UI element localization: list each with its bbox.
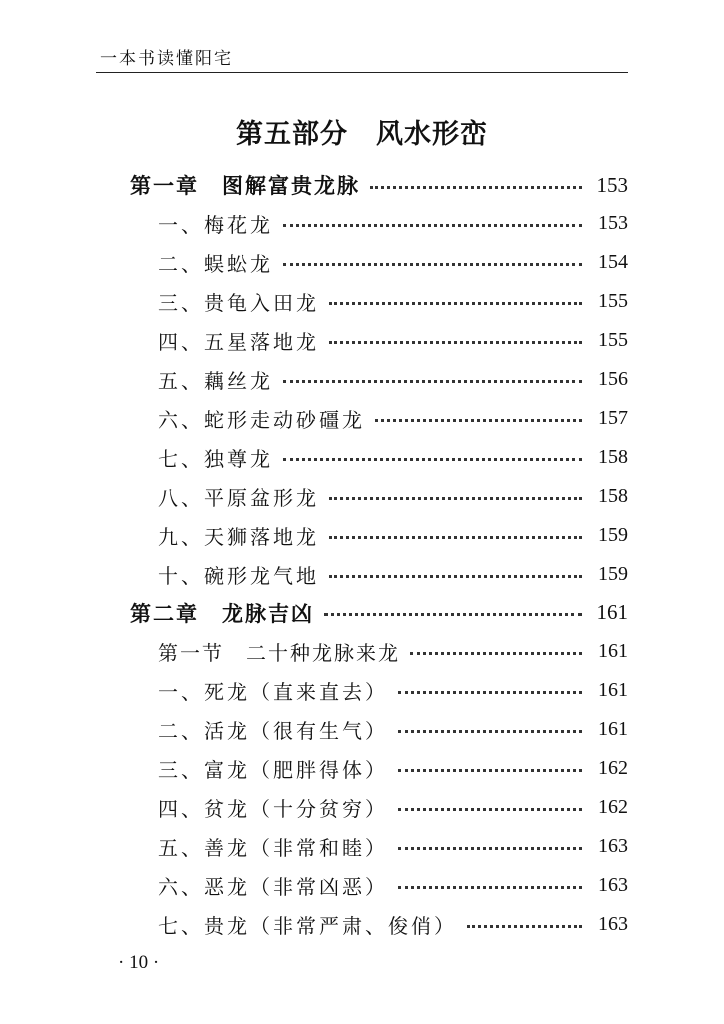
toc-entry: [158, 440, 628, 474]
toc-entry-page: 161: [596, 600, 628, 625]
toc-entry: [158, 401, 628, 435]
running-head: 一本书读懂阳宅: [100, 49, 233, 69]
dot-leader: [370, 186, 582, 189]
toc-entry: [158, 713, 628, 747]
toc-entry: [158, 907, 628, 941]
toc-entry-label: 第二章 龙脉吉凶: [130, 601, 314, 626]
dot-leader: [467, 925, 582, 928]
toc-entry-label: 二、蜈蚣龙: [158, 252, 273, 277]
toc-entry-label: 第一章 图解富贵龙脉: [130, 174, 360, 198]
toc-entry-label: 四、五星落地龙: [158, 330, 319, 355]
toc-entry: [158, 285, 628, 319]
toc-entry-page: 153: [598, 212, 628, 235]
toc-entry-label: 七、独尊龙: [158, 446, 273, 471]
toc-entry-page: 162: [598, 795, 628, 818]
toc-entry-label: 六、蛇形走动砂礓龙: [158, 407, 365, 432]
toc-entry-label: 九、天狮落地龙: [158, 524, 319, 549]
dot-leader: [398, 691, 582, 694]
toc-entry: [130, 168, 628, 202]
toc-entry-page: 163: [598, 912, 628, 935]
toc-entry: [158, 635, 628, 669]
toc-entry: [158, 207, 628, 241]
toc-entry: [158, 752, 628, 786]
dot-leader: [398, 847, 582, 850]
toc-entry-page: 161: [598, 718, 628, 741]
dot-leader: [283, 380, 582, 383]
toc-entry: [158, 829, 628, 863]
toc-entry: [158, 557, 628, 591]
dot-leader: [324, 613, 582, 616]
dot-leader: [283, 458, 582, 461]
toc-entry-page: 155: [598, 329, 628, 352]
toc-entry-label: 一、死龙（直来直去）: [158, 680, 388, 705]
toc-entry: [158, 518, 628, 552]
page-number: · 10 ·: [118, 952, 160, 973]
toc-entry-page: 159: [598, 523, 628, 546]
toc-entry-page: 154: [598, 251, 628, 274]
dot-leader: [398, 808, 582, 811]
toc-entry: [158, 479, 628, 513]
toc-entry-page: 158: [598, 445, 628, 468]
toc-entry: [158, 868, 628, 902]
dot-leader: [283, 224, 582, 227]
toc-entry: [158, 324, 628, 358]
toc-entry-label: 三、富龙（肥胖得体）: [158, 758, 388, 782]
dot-leader: [283, 263, 582, 266]
toc-entry-page: 157: [598, 406, 628, 429]
dot-leader: [410, 652, 582, 655]
dot-leader: [329, 341, 582, 344]
toc-entry-label: 十、碗形龙气地: [158, 563, 319, 588]
dot-leader: [329, 497, 582, 500]
dot-leader: [329, 536, 582, 539]
toc-entry-label: 五、善龙（非常和睦）: [158, 835, 388, 860]
toc-entry: [158, 363, 628, 397]
toc-entry-page: 163: [598, 873, 628, 896]
toc-entry-label: 三、贵龟入田龙: [158, 291, 319, 316]
toc-entry: [158, 674, 628, 708]
toc-entry: [158, 246, 628, 280]
toc-entry-label: 一、梅花龙: [158, 213, 273, 238]
dot-leader: [398, 769, 582, 772]
toc-entry-label: 八、平原盆形龙: [158, 485, 319, 510]
dot-leader: [375, 419, 582, 422]
toc-entry-label: 五、藕丝龙: [158, 369, 273, 393]
part-title: 第五部分 风水形峦: [236, 119, 488, 150]
dot-leader: [329, 575, 582, 578]
toc-entry-page: 163: [598, 834, 628, 857]
toc-entry: [130, 596, 628, 630]
toc-entry-label: 四、贫龙（十分贫穷）: [158, 796, 388, 821]
toc-entry-label: 七、贵龙（非常严肃、俊俏）: [158, 913, 457, 938]
toc-entry-label: 六、恶龙（非常凶恶）: [158, 874, 388, 899]
toc-entry-page: 161: [598, 640, 628, 663]
header-rule: [96, 72, 628, 73]
toc-entry-page: 161: [598, 679, 628, 702]
toc-entry-label: 二、活龙（很有生气）: [158, 719, 388, 744]
toc-entry-page: 156: [598, 368, 628, 390]
dot-leader: [398, 730, 582, 733]
toc-entry-page: 153: [596, 172, 628, 197]
toc-entry-page: 155: [598, 290, 628, 313]
toc-entry-page: 162: [598, 757, 628, 779]
dot-leader: [329, 302, 582, 305]
toc-entry-page: 159: [598, 562, 628, 585]
toc-entry-page: 158: [598, 484, 628, 507]
toc-entry-label: 第一节 二十种龙脉来龙: [158, 641, 400, 666]
toc-entry: [158, 790, 628, 824]
dot-leader: [398, 886, 582, 889]
